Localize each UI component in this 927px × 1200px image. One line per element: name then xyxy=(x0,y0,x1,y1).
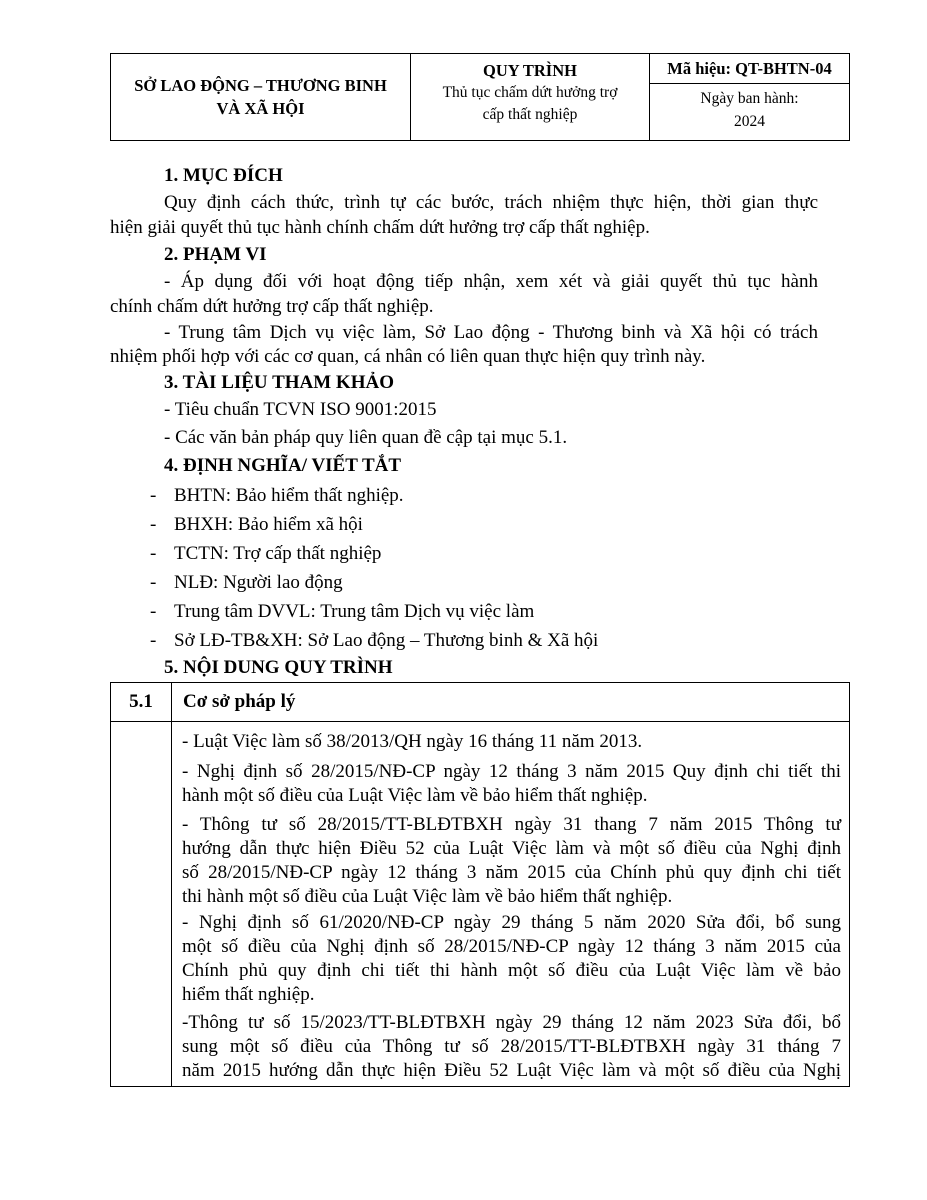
document-subtitle-line2: cấp thất nghiệp xyxy=(482,106,578,123)
issue-date-year: 2024 xyxy=(734,113,765,130)
entry-line: sung một số điều của Thông tư số 28/2015/TT-BLĐTBXH ngày 31 tháng 7 xyxy=(182,1036,841,1057)
organization-cell xyxy=(111,54,411,140)
legal-entry-5 xyxy=(182,1011,841,1083)
section-4-heading: 4. ĐỊNH NGHĨA/ VIẾT TẮT xyxy=(164,455,402,476)
abbreviation-item: BHXH: Bảo hiểm xã hội xyxy=(174,514,363,535)
section-2-heading: 2. PHẠM VI xyxy=(164,244,267,265)
document-code: Mã hiệu: QT-BHTN-04 xyxy=(650,54,849,84)
list-item: - xyxy=(150,630,157,651)
reference-item-1: - Tiêu chuẩn TCVN ISO 9001:2015 xyxy=(164,399,437,420)
table-divider xyxy=(111,721,849,722)
header-table xyxy=(110,53,850,141)
org-name-line2: VÀ XÃ HỘI xyxy=(216,99,305,118)
abbreviation-item: NLĐ: Người lao động xyxy=(174,572,343,593)
list-item: - xyxy=(150,601,157,622)
entry-line: thi hành một số điều của Luật Việc làm về bảo hiểm thất nghiệp. xyxy=(182,886,673,907)
section-2-p2-line1: - Trung tâm Dịch vụ việc làm, Sở Lao động - Thương binh và Xã hội có trách xyxy=(164,322,818,343)
legal-entry-3 xyxy=(182,813,841,909)
abbreviation-item: BHTN: Bảo hiểm thất nghiệp. xyxy=(174,485,404,506)
entry-line: năm 2015 hướng dẫn thực hiện Điều 52 Luật Việc làm và một số điều của Nghị xyxy=(182,1060,841,1081)
table-divider xyxy=(171,683,172,1086)
section-2-p2-line2: nhiệm phối hợp với các cơ quan, cá nhân có liên quan thực hiện quy trình này. xyxy=(110,346,706,367)
entry-line: hành một số điều của Luật Việc làm về bảo hiểm thất nghiệp. xyxy=(182,785,648,806)
document-title: QUY TRÌNH xyxy=(483,61,577,80)
entry-line: -Thông tư số 15/2023/TT-BLĐTBXH ngày 29 tháng 12 năm 2023 Sửa đổi, bổ xyxy=(182,1012,841,1033)
section-2-p1-line2: chính chấm dứt hưởng trợ cấp thất nghiệp. xyxy=(110,296,434,317)
entry-line: hướng dẫn thực hiện Điều 52 của Luật Việc làm và một số điều của Nghị định xyxy=(182,838,841,859)
section-3-heading: 3. TÀI LIỆU THAM KHẢO xyxy=(164,372,394,393)
entry-line: - Nghị định số 28/2015/NĐ-CP ngày 12 tháng 3 năm 2015 Quy định chi tiết thi xyxy=(182,761,841,782)
title-cell xyxy=(411,54,650,140)
entry-line: - Thông tư số 28/2015/TT-BLĐTBXH ngày 31 thang 7 năm 2015 Thông tư xyxy=(182,814,841,835)
document-subtitle-line1: Thủ tục chấm dứt hưởng trợ xyxy=(442,84,618,101)
abbreviation-item: Sở LĐ-TB&XH: Sở Lao động – Thương binh & Xã hội xyxy=(174,630,599,651)
issue-date-cell xyxy=(650,84,849,140)
list-item: - xyxy=(150,572,157,593)
list-item: - xyxy=(150,543,157,564)
entry-line: - Nghị định số 61/2020/NĐ-CP ngày 29 tháng 5 năm 2020 Sửa đổi, bổ sung xyxy=(182,912,841,933)
list-item: - xyxy=(150,514,157,535)
abbreviation-item: TCTN: Trợ cấp thất nghiệp xyxy=(174,543,382,564)
table-section-title: Cơ sở pháp lý xyxy=(183,691,296,712)
entry-line: hiểm thất nghiệp. xyxy=(182,984,315,1005)
entry-line: - Luật Việc làm số 38/2013/QH ngày 16 tháng 11 năm 2013. xyxy=(182,731,643,752)
section-5-heading: 5. NỘI DUNG QUY TRÌNH xyxy=(164,657,393,678)
legal-entry-1 xyxy=(182,730,841,754)
section-2-p1-line1: - Áp dụng đối với hoạt động tiếp nhận, xem xét và giải quyết thủ tục hành xyxy=(164,271,818,292)
legal-entry-2 xyxy=(182,760,841,808)
section-1-text-line1: Quy định cách thức, trình tự các bước, trách nhiệm thực hiện, thời gian thực xyxy=(164,192,818,213)
org-name-line1: SỞ LAO ĐỘNG – THƯƠNG BINH xyxy=(134,76,387,95)
legal-basis-table xyxy=(110,682,850,1087)
legal-entry-4 xyxy=(182,911,841,1007)
entry-line: Chính phủ quy định chi tiết thi hành một số điều của Luật Việc làm về bảo xyxy=(182,960,841,981)
section-1-text-line2: hiện giải quyết thủ tục hành chính chấm dứt hưởng trợ cấp thất nghiệp. xyxy=(110,217,650,238)
reference-item-2: - Các văn bản pháp quy liên quan đề cập tại mục 5.1. xyxy=(164,427,568,448)
table-section-number: 5.1 xyxy=(129,691,153,712)
abbreviation-item: Trung tâm DVVL: Trung tâm Dịch vụ việc làm xyxy=(174,601,535,622)
entry-line: số 28/2015/NĐ-CP ngày 12 tháng 3 năm 2015 của Chính phủ quy định chi tiết xyxy=(182,862,841,883)
issue-date-label: Ngày ban hành: xyxy=(700,90,799,107)
list-item: - xyxy=(150,485,157,506)
entry-line: một số điều của Nghị định số 28/2015/NĐ-CP ngày 12 tháng 3 năm 2015 của xyxy=(182,936,841,957)
section-1-heading: 1. MỤC ĐÍCH xyxy=(164,165,283,186)
